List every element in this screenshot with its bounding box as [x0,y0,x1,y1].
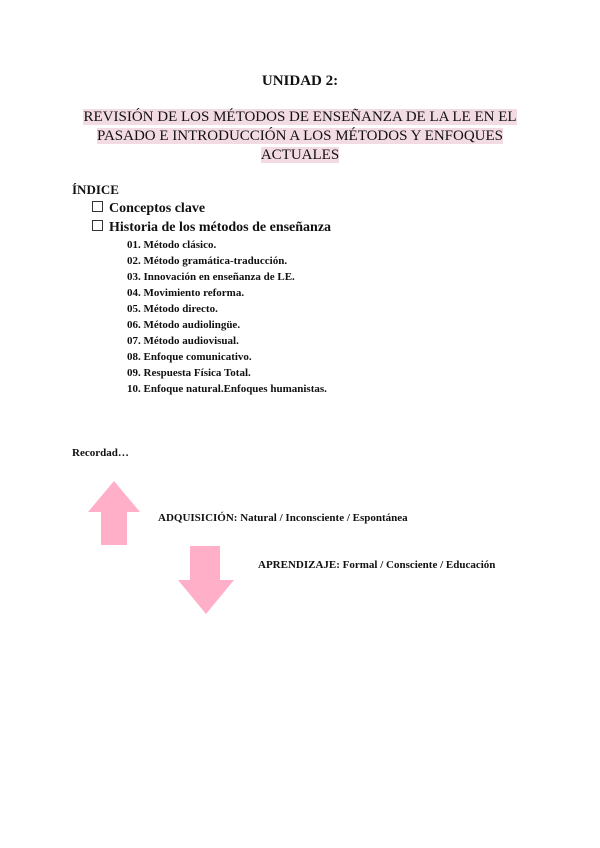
learning-text: APRENDIZAJE: Formal / Consciente / Educación [258,559,496,571]
subtopic-item: 10. Enfoque natural.Enfoques humanistas. [127,383,327,395]
reminder-heading: Recordad… [72,447,129,459]
subtopic-item: 09. Respuesta Física Total. [127,367,251,379]
unit-heading: UNIDAD 2: [261,73,339,89]
document-title [0,108,600,165]
topic-label: Historia de los métodos de enseñanza [109,220,332,235]
index-heading: ÍNDICE [72,182,119,197]
checkbox-icon [92,201,103,212]
subtopic-item: 02. Método gramática-traducción. [127,255,288,267]
index-topic [92,201,205,217]
title-line: REVISIÓN DE LOS MÉTODOS DE ENSEÑANZA DE LA LE EN EL [83,109,517,125]
checkbox-icon [92,220,103,231]
subtopic-item: 01. Método clásico. [127,239,217,251]
index-topic [92,220,331,236]
subtopic-item: 07. Método audiovisual. [127,335,239,347]
title-line: PASADO E INTRODUCCIÓN A LOS MÉTODOS Y ENFOQUES [96,128,504,144]
subtopic-item: 03. Innovación en enseñanza de LE. [127,271,295,283]
subtopic-item: 05. Método directo. [127,303,218,315]
topic-label: Conceptos clave [109,201,206,216]
title-line: ACTUALES [260,147,340,163]
subtopic-item: 04. Movimiento reforma. [127,287,245,299]
acquisition-text: ADQUISICIÓN: Natural / Inconsciente / Espontánea [158,512,408,524]
subtopic-item: 08. Enfoque comunicativo. [127,351,252,363]
arrow-up-icon [88,481,140,545]
arrow-down-icon [178,546,234,614]
subtopic-item: 06. Método audiolingüe. [127,319,241,331]
